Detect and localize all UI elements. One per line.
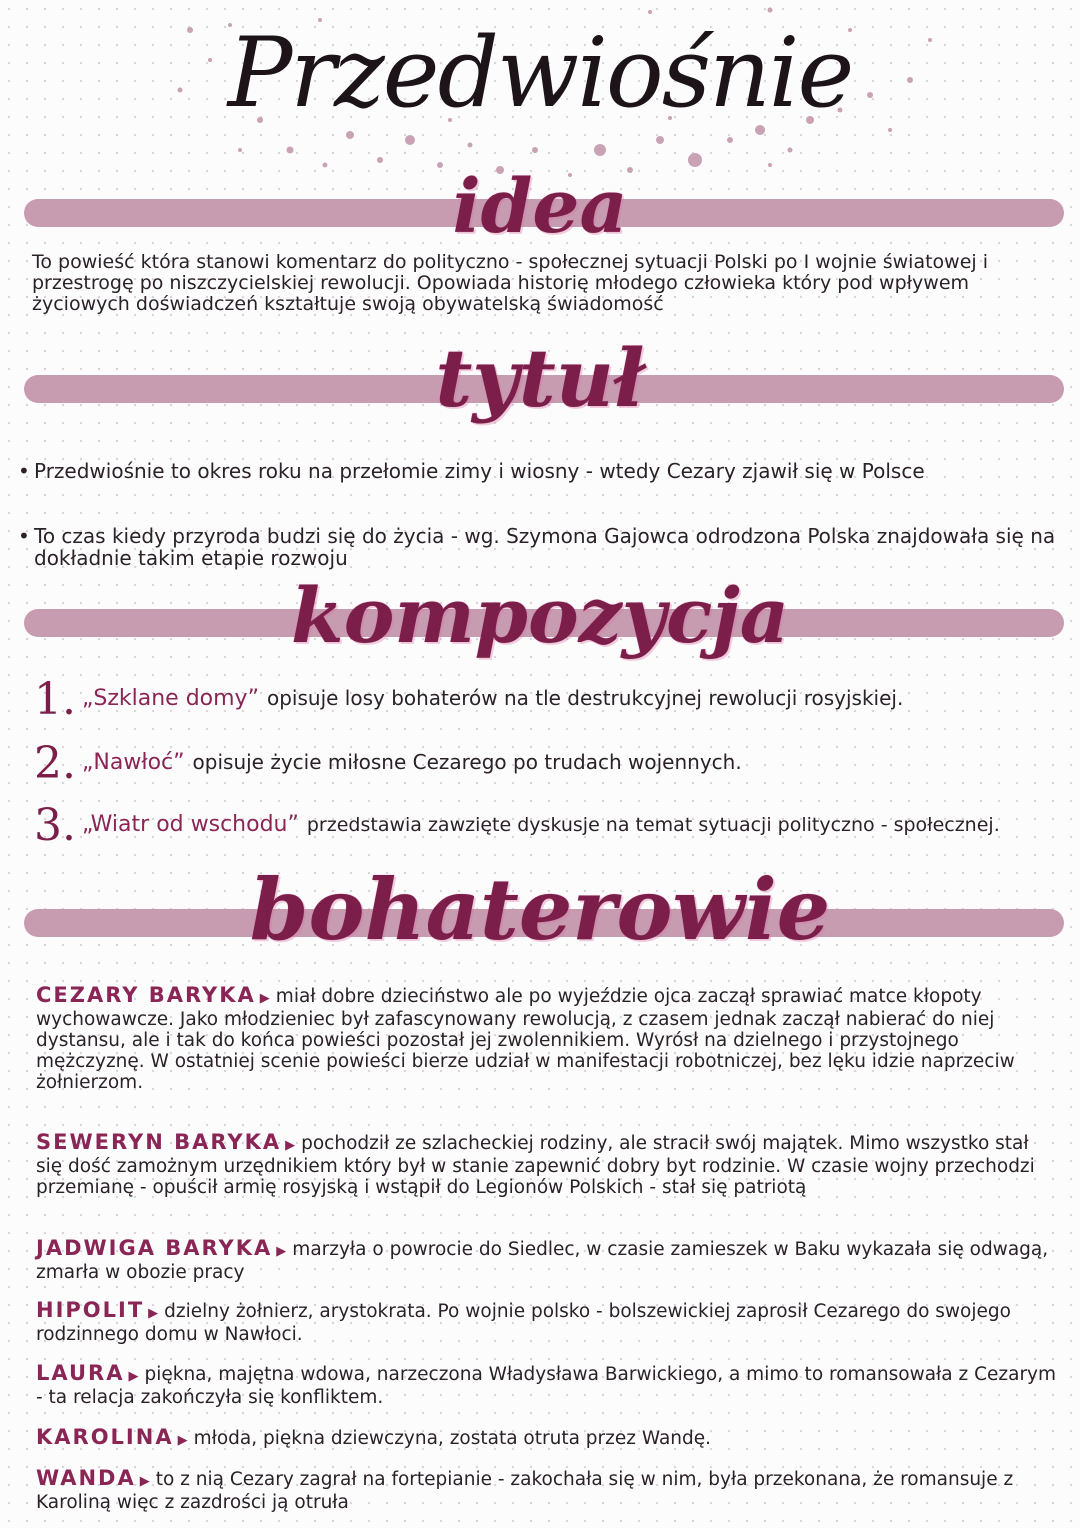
character-name: WANDA	[36, 1466, 136, 1490]
character-cezary	[36, 985, 1060, 1093]
kompozycja-item-2-number: 2.	[34, 737, 76, 789]
triangle-right-icon: ▶	[276, 1244, 287, 1259]
character-name: JADWIGA BARYKA	[36, 1236, 273, 1260]
tytul-bullet-1-text: Przedwiośnie to okres roku na przełomie zimy i wiosny - wtedy Cezary zjawił się w Polsce	[34, 459, 925, 483]
character-karolina	[36, 1427, 1060, 1451]
character-wanda	[36, 1468, 1060, 1513]
section-heading-idea: idea	[452, 164, 628, 250]
character-jadwiga	[36, 1238, 1060, 1283]
character-laura	[36, 1363, 1060, 1408]
section-heading-kompozycja: kompozycja	[291, 571, 789, 660]
kompozycja-item-3-number: 3.	[34, 799, 76, 851]
triangle-right-icon: ▶	[148, 1306, 159, 1321]
kompozycja-item-2-name: „Nawłoć”	[81, 750, 185, 775]
character-desc: marzyła o powrocie do Siedlec, w czasie zamieszek w Baku wykazała się odwagą, zmarła w obozie pracy	[36, 1239, 1049, 1283]
section-heading-tytul: tytuł	[435, 331, 645, 425]
kompozycja-item-3-desc: przedstawia zawzięte dyskusje na temat sytuacji polityczno - społecznej.	[306, 814, 1000, 836]
character-desc: pochodził ze szlacheckiej rodziny, ale stracił swój majątek. Mimo wszystko stał się dość zamożnym urzędnikiem który był w stanie zapewnić dobry byt rodzinie. W czasie wojny przechodzi przemianę - opuścił armię rosyjską i wstąpił do Legionów Polskich - stał się patriotą	[36, 1133, 1035, 1198]
character-name: HIPOLIT	[36, 1298, 145, 1322]
tytul-bullet-2: • To czas kiedy przyroda budzi się do życia - wg. Szymona Gajowca odrodzona Polska znajdowała się na dokładnie takim etapie rozwoju	[18, 525, 1058, 569]
triangle-right-icon: ▶	[259, 991, 270, 1006]
kompozycja-item-1	[34, 673, 1074, 725]
kompozycja-item-3	[34, 799, 1074, 851]
kompozycja-item-3-name: „Wiatr od wschodu”	[81, 812, 299, 837]
kompozycja-item-1-number: 1.	[34, 673, 76, 725]
kompozycja-item-1-name: „Szklane domy”	[81, 686, 259, 711]
kompozycja-item-2-desc: opisuje życie miłosne Cezarego po trudach wojennych.	[192, 750, 742, 774]
character-desc: miał dobre dzieciństwo ale po wyjeździe ojca zaczął sprawiać matce kłopoty wychowawcze. Jako młodzieniec był zafascynowany rewolucją, z czasem jednak zaczął nabierać do niej dystansu, ale i tak do końca powieści pozostał jej zwolennikiem. Wyrósł na dzielnego i przystojnego mężczyznę. W ostatniej scenie powieści bierze udział w manifestacji robotniczej, bez lęku idzie naprzeciw żołnierzom.	[36, 986, 1015, 1093]
triangle-right-icon: ▶	[128, 1369, 139, 1384]
section-heading-bohaterowie: bohaterowie	[249, 860, 831, 959]
character-desc: młoda, piękna dziewczyna, zostata otruta przez Wandę.	[193, 1428, 712, 1449]
tytul-bullet-2-text: To czas kiedy przyroda budzi się do życia - wg. Szymona Gajowca odrodzona Polska znajdowała się na dokładnie takim etapie rozwoju	[34, 524, 1056, 570]
kompozycja-item-2	[34, 737, 1074, 789]
character-hipolit	[36, 1300, 1060, 1345]
triangle-right-icon: ▶	[139, 1474, 150, 1489]
triangle-right-icon: ▶	[285, 1138, 296, 1153]
triangle-right-icon: ▶	[177, 1433, 188, 1448]
character-seweryn	[36, 1132, 1060, 1198]
character-desc: to z nią Cezary zagrał na fortepianie - zakochała się w nim, była przekonana, że romansuje z Karoliną więc z zazdrości ją otruła	[36, 1469, 1014, 1513]
character-name: SEWERYN BARYKA	[36, 1130, 282, 1154]
tytul-bullet-1: • Przedwiośnie to okres roku na przełomie zimy i wiosny - wtedy Cezary zjawił się w Polsce	[18, 460, 1058, 482]
character-name: KAROLINA	[36, 1425, 174, 1449]
character-name: CEZARY BARYKA	[36, 983, 256, 1007]
page-title: Przedwiośnie	[227, 17, 853, 129]
character-desc: piękna, majętna wdowa, narzeczona Władysława Barwickiego, a mimo to romansowała z Cezarym - ta relacja zakończyła się konfliktem.	[36, 1364, 1057, 1408]
character-name: LAURA	[36, 1361, 125, 1385]
idea-text: To powieść która stanowi komentarz do polityczno - społecznej sytuacji Polski po I wojnie światowej i przestrogę po niszczycielskiej rewolucji. Opowiada historię młodego człowieka który pod wpływem życiowych doświadczeń kształtuje swoją obywatelską świadomość	[32, 251, 988, 315]
kompozycja-item-1-desc: opisuje losy bohaterów na tle destrukcyjnej rewolucji rosyjskiej.	[266, 686, 904, 710]
character-desc: dzielny żołnierz, arystokrata. Po wojnie polsko - bolszewickiej zaprosił Cezarego do swojego rodzinnego domu w Nawłoci.	[36, 1301, 1011, 1345]
